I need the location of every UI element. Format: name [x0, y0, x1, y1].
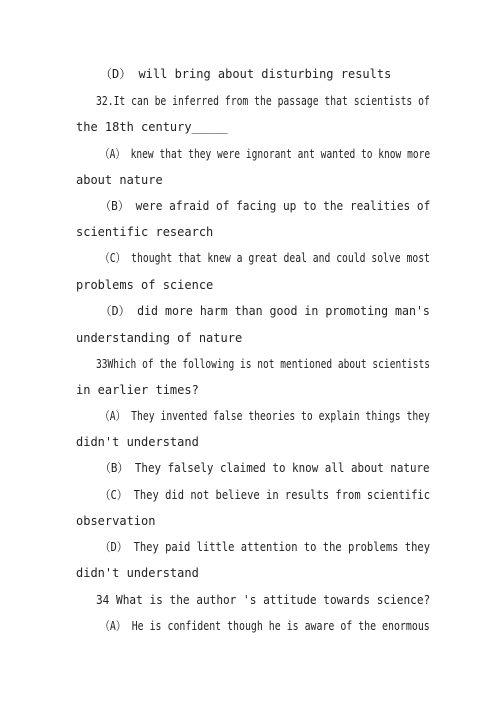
question-33-line-2: in earlier times? — [76, 383, 199, 397]
option-32c-line-1: （C） thought that knew a great deal and could solve most — [100, 251, 430, 265]
option-33d-line-2: didn't understand — [76, 566, 199, 580]
option-32d-line-2: understanding of nature — [76, 331, 243, 345]
option-33c-line-1: （C） They did not believe in results from scientific — [100, 488, 431, 502]
option-31d: （D） will bring about disturbing results — [100, 67, 392, 81]
option-33b: （B） They falsely claimed to know all about nature — [100, 461, 430, 475]
question-33-line-1: 33Which of the following is not mentioned about scientists — [96, 357, 431, 371]
option-33a-line-2: didn't understand — [76, 435, 199, 449]
option-33d-line-1: （D） They paid little attention to the problems they — [100, 540, 431, 554]
option-32b-line-2: scientific research — [76, 225, 214, 239]
option-32d-line-1: （D） did more harm than good in promoting man's — [100, 304, 430, 318]
question-34: 34 What is the author 's attitude towards science? — [96, 593, 431, 607]
option-34a-line-1: （A） He is confident though he is aware of the enormous — [100, 619, 430, 633]
option-33c-line-2: observation — [76, 514, 156, 528]
option-33a-line-1: （A） They invented false theories to explain things they — [100, 409, 430, 423]
question-32-line-2: the 18th century_____ — [76, 120, 228, 134]
option-32c-line-2: problems of science — [76, 278, 214, 292]
question-32-line-1: 32.It can be inferred from the passage that scientists of — [96, 94, 430, 108]
option-32a-line-1: （A） knew that they were ignorant ant wanted to know more — [100, 147, 431, 161]
option-32b-line-1: （B） were afraid of facing up to the realities of — [100, 199, 431, 213]
option-32a-line-2: about nature — [76, 173, 163, 187]
